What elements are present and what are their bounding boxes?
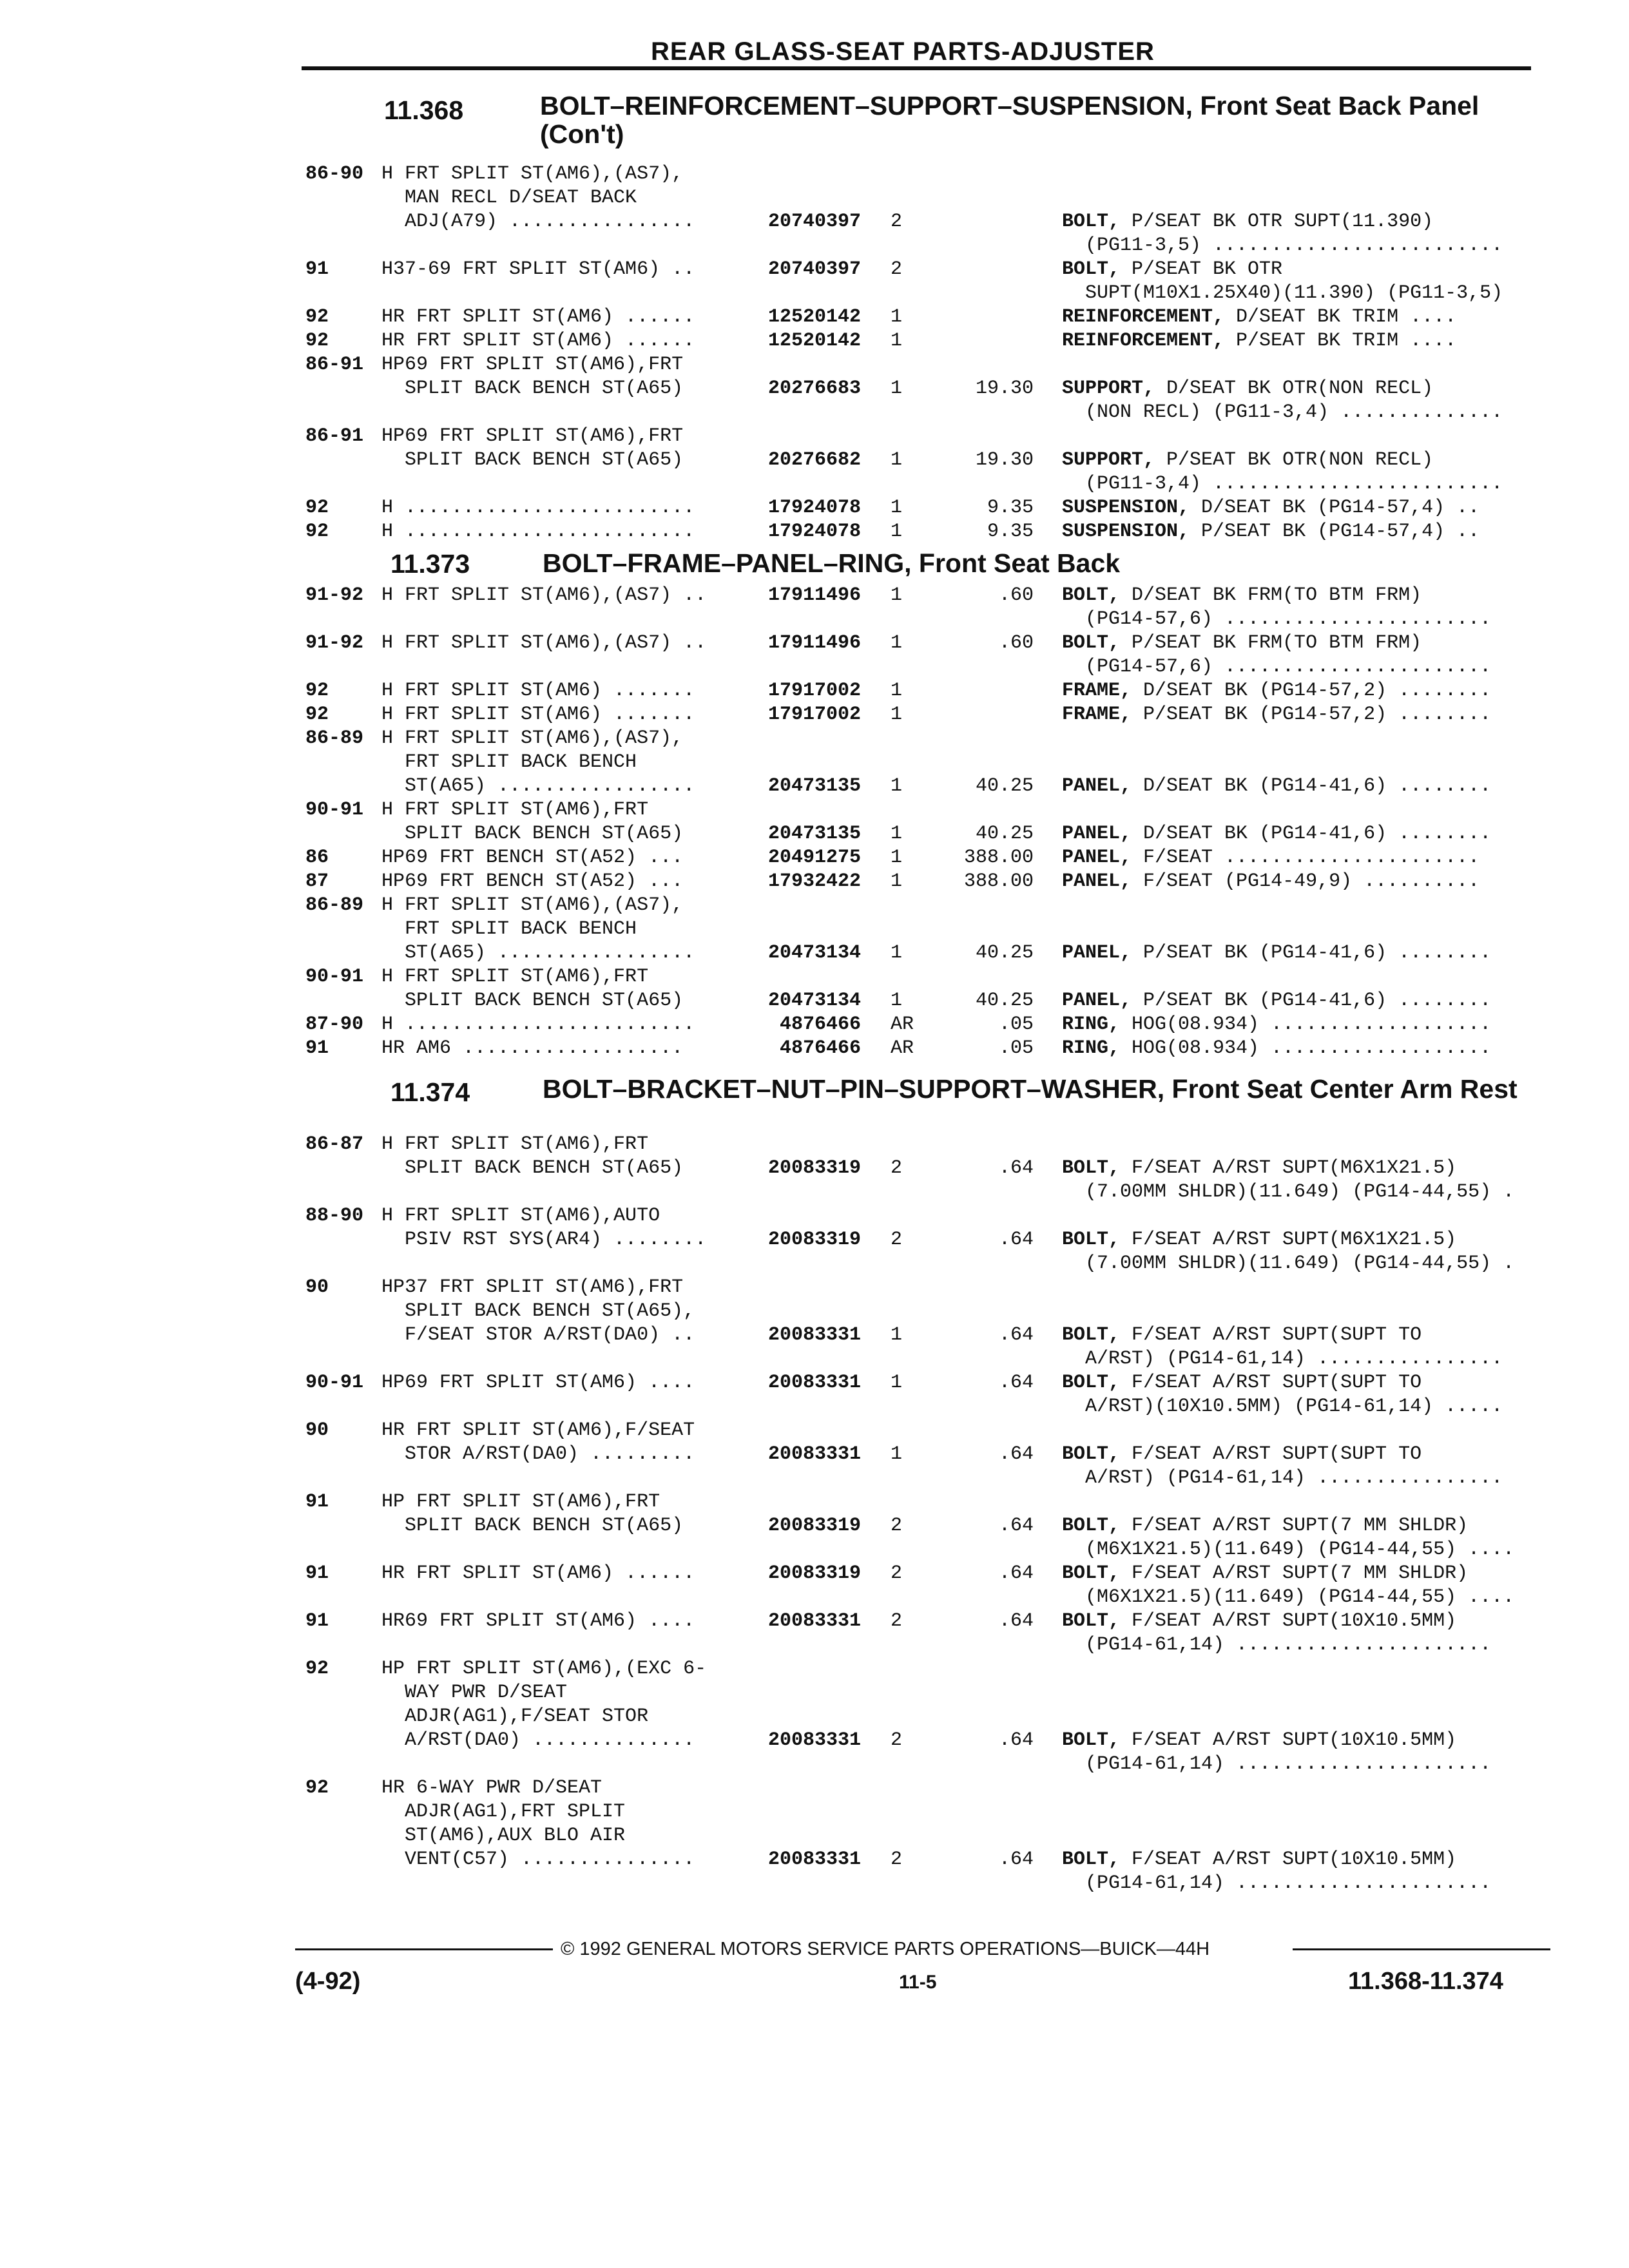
parts-line-model: H ......................... — [381, 497, 695, 519]
parts-line-part: 20276683 — [767, 378, 861, 399]
parts-line-model: HP69 FRT BENCH ST(A52) ... — [381, 847, 684, 869]
parts-line-part: 20083331 — [767, 1443, 861, 1465]
footer-date: (4-92) — [295, 1968, 361, 1995]
parts-line-model: HP69 FRT SPLIT ST(AM6),FRT — [381, 354, 684, 376]
parts-line-desc: BOLT, F/SEAT A/RST SUPT(7 MM SHLDR) — [1062, 1562, 1469, 1584]
parts-line-part: 20473135 — [767, 775, 861, 797]
parts-line-years: 92 — [305, 497, 329, 519]
parts-line-model: ST(AM6),AUX BLO AIR — [381, 1825, 626, 1847]
parts-line-price: 19.30 — [975, 449, 1034, 471]
parts-line-part: 17917002 — [767, 680, 861, 702]
parts-line-part: 17924078 — [767, 521, 861, 543]
parts-line-years: 86-89 — [305, 727, 364, 749]
parts-line-qty: 1 — [891, 1324, 903, 1346]
parts-line-qty: AR — [891, 1037, 914, 1059]
parts-line-desc: BOLT, F/SEAT A/RST SUPT(10X10.5MM) — [1062, 1849, 1457, 1870]
parts-line-desc: A/RST)(10X10.5MM) (PG14-61,14) ..... — [1062, 1396, 1503, 1418]
parts-line-years: 92 — [305, 330, 329, 352]
footer-copyright: © 1992 GENERAL MOTORS SERVICE PARTS OPERATIONS—BUICK—44H — [561, 1939, 1210, 1959]
parts-line-model: ST(A65) ................. — [381, 775, 695, 797]
parts-line-years: 86-90 — [305, 163, 364, 185]
parts-line-part: 4876466 — [779, 1014, 861, 1035]
parts-line-qty: 2 — [891, 258, 903, 280]
parts-line-qty: 2 — [891, 1157, 903, 1179]
parts-line-model: SPLIT BACK BENCH ST(A65) — [381, 823, 684, 845]
parts-line-part: 20473134 — [767, 942, 861, 964]
parts-line-part: 20491275 — [767, 847, 861, 869]
parts-line-desc: PANEL, P/SEAT BK (PG14-41,6) ........ — [1062, 990, 1492, 1012]
parts-line-desc: (7.00MM SHLDR)(11.649) (PG14-44,55) . — [1062, 1181, 1515, 1203]
parts-line-part: 20083319 — [767, 1157, 861, 1179]
parts-line-model: ADJ(A79) ................ — [381, 211, 695, 233]
parts-line-years: 90-91 — [305, 1372, 364, 1394]
parts-line-model: HR FRT SPLIT ST(AM6) ...... — [381, 306, 695, 328]
parts-line-desc: FRAME, D/SEAT BK (PG14-57,2) ........ — [1062, 680, 1492, 702]
parts-line-model: HR69 FRT SPLIT ST(AM6) .... — [381, 1610, 695, 1632]
parts-line-desc: BOLT, F/SEAT A/RST SUPT(10X10.5MM) — [1062, 1729, 1457, 1751]
section-number: 11.368 — [384, 95, 464, 125]
footer-section-range: 11.368-11.374 — [1348, 1968, 1503, 1995]
parts-line-price: .64 — [998, 1372, 1034, 1394]
parts-line-model: F/SEAT STOR A/RST(DA0) .. — [381, 1324, 695, 1346]
parts-line-price: .60 — [998, 632, 1034, 654]
parts-line-desc: SUPT(M10X1.25X40)(11.390) (PG11-3,5) — [1062, 282, 1503, 304]
parts-line-years: 86-91 — [305, 354, 364, 376]
parts-line-qty: 2 — [891, 1610, 903, 1632]
parts-line-desc: PANEL, F/SEAT (PG14-49,9) .......... — [1062, 870, 1480, 892]
parts-line-years: 86-91 — [305, 425, 364, 447]
parts-line-qty: 1 — [891, 1443, 903, 1465]
parts-line-years: 92 — [305, 521, 329, 543]
parts-line-qty: 1 — [891, 870, 903, 892]
section-number: 11.373 — [390, 549, 470, 579]
parts-line-years: 92 — [305, 704, 329, 726]
parts-line-qty: 2 — [891, 1849, 903, 1870]
parts-line-price: 19.30 — [975, 378, 1034, 399]
parts-line-desc: SUPPORT, D/SEAT BK OTR(NON RECL) — [1062, 378, 1434, 399]
parts-line-part: 17924078 — [767, 497, 861, 519]
parts-line-years: 91 — [305, 1562, 329, 1584]
section-title: BOLT–FRAME–PANEL–RING, Front Seat Back — [543, 548, 1121, 578]
parts-line-qty: 2 — [891, 211, 903, 233]
parts-line-qty: AR — [891, 1014, 914, 1035]
parts-line-qty: 1 — [891, 521, 903, 543]
parts-line-part: 17917002 — [767, 704, 861, 726]
parts-line-model: SPLIT BACK BENCH ST(A65), — [381, 1300, 695, 1322]
section-title: BOLT–BRACKET–NUT–PIN–SUPPORT–WASHER, Front Seat Center Arm Rest — [543, 1074, 1518, 1104]
footer-rule-right — [1293, 1948, 1550, 1950]
parts-line-model: HR AM6 ................... — [381, 1037, 684, 1059]
parts-line-part: 20473135 — [767, 823, 861, 845]
parts-line-qty: 1 — [891, 632, 903, 654]
parts-line-price: .64 — [998, 1849, 1034, 1870]
parts-line-qty: 2 — [891, 1515, 903, 1537]
parts-line-model: HP69 FRT BENCH ST(A52) ... — [381, 870, 684, 892]
parts-line-desc: PANEL, P/SEAT BK (PG14-41,6) ........ — [1062, 942, 1492, 964]
parts-line-desc: (PG11-3,4) ......................... — [1062, 473, 1503, 495]
parts-line-price: .64 — [998, 1610, 1034, 1632]
parts-line-price: 40.25 — [975, 775, 1034, 797]
parts-line-years: 92 — [305, 306, 329, 328]
parts-line-price: 9.35 — [987, 521, 1034, 543]
parts-line-model: H ......................... — [381, 521, 695, 543]
parts-line-price: .64 — [998, 1729, 1034, 1751]
parts-line-desc: BOLT, F/SEAT A/RST SUPT(SUPT TO — [1062, 1324, 1422, 1346]
parts-line-desc: (M6X1X21.5)(11.649) (PG14-44,55) .... — [1062, 1539, 1515, 1561]
parts-line-model: H FRT SPLIT ST(AM6) ....... — [381, 704, 695, 726]
parts-line-qty: 1 — [891, 584, 903, 606]
parts-line-part: 17932422 — [767, 870, 861, 892]
parts-line-qty: 1 — [891, 330, 903, 352]
parts-line-qty: 1 — [891, 704, 903, 726]
parts-line-model: SPLIT BACK BENCH ST(A65) — [381, 990, 684, 1012]
parts-line-price: .05 — [998, 1037, 1034, 1059]
parts-line-qty: 2 — [891, 1729, 903, 1751]
section-title: BOLT–REINFORCEMENT–SUPPORT–SUSPENSION, Front Seat Back Panel (Con't) — [540, 91, 1480, 149]
parts-line-model: H FRT SPLIT ST(AM6),FRT — [381, 1133, 649, 1155]
parts-line-years: 90-91 — [305, 799, 364, 821]
parts-line-model: HR FRT SPLIT ST(AM6) ...... — [381, 1562, 695, 1584]
parts-line-desc: SUSPENSION, P/SEAT BK (PG14-57,4) .. — [1062, 521, 1480, 543]
parts-line-part: 20740397 — [767, 258, 861, 280]
parts-line-model: H FRT SPLIT ST(AM6),(AS7) .. — [381, 584, 707, 606]
parts-line-model: HP69 FRT SPLIT ST(AM6),FRT — [381, 425, 684, 447]
parts-line-years: 91 — [305, 1491, 329, 1513]
parts-line-desc: BOLT, F/SEAT A/RST SUPT(10X10.5MM) — [1062, 1610, 1457, 1632]
parts-line-desc: PANEL, D/SEAT BK (PG14-41,6) ........ — [1062, 823, 1492, 845]
parts-line-desc: (7.00MM SHLDR)(11.649) (PG14-44,55) . — [1062, 1253, 1515, 1274]
parts-line-model: H FRT SPLIT ST(AM6),AUTO — [381, 1205, 660, 1227]
parts-line-part: 20083331 — [767, 1729, 861, 1751]
parts-line-desc: A/RST) (PG14-61,14) ................ — [1062, 1467, 1503, 1489]
parts-line-years: 87-90 — [305, 1014, 364, 1035]
parts-line-model: ADJR(AG1),F/SEAT STOR — [381, 1706, 649, 1727]
parts-line-desc: (M6X1X21.5)(11.649) (PG14-44,55) .... — [1062, 1586, 1515, 1608]
parts-line-model: SPLIT BACK BENCH ST(A65) — [381, 1515, 684, 1537]
parts-line-part: 20740397 — [767, 211, 861, 233]
parts-line-model: H FRT SPLIT ST(AM6),FRT — [381, 799, 649, 821]
parts-line-model: SPLIT BACK BENCH ST(A65) — [381, 1157, 684, 1179]
parts-line-years: 86-87 — [305, 1133, 364, 1155]
parts-line-desc: FRAME, P/SEAT BK (PG14-57,2) ........ — [1062, 704, 1492, 726]
footer-page-number: 11-5 — [899, 1972, 937, 1993]
parts-line-qty: 1 — [891, 378, 903, 399]
parts-line-model: H ......................... — [381, 1014, 695, 1035]
parts-line-model: H FRT SPLIT ST(AM6),FRT — [381, 966, 649, 988]
parts-line-price: .64 — [998, 1157, 1034, 1179]
parts-line-model: H FRT SPLIT ST(AM6),(AS7), — [381, 894, 684, 916]
parts-line-price: .64 — [998, 1324, 1034, 1346]
parts-line-part: 20083331 — [767, 1610, 861, 1632]
parts-line-desc: BOLT, P/SEAT BK OTR — [1062, 258, 1283, 280]
parts-line-model: HP69 FRT SPLIT ST(AM6) .... — [381, 1372, 695, 1394]
parts-line-desc: REINFORCEMENT, P/SEAT BK TRIM .... — [1062, 330, 1457, 352]
parts-line-model: WAY PWR D/SEAT — [381, 1682, 568, 1704]
parts-line-part: 12520142 — [767, 306, 861, 328]
parts-line-model: SPLIT BACK BENCH ST(A65) — [381, 449, 684, 471]
parts-line-model: A/RST(DA0) .............. — [381, 1729, 695, 1751]
parts-line-desc: (PG14-57,6) ....................... — [1062, 656, 1492, 678]
parts-line-model: HP FRT SPLIT ST(AM6),(EXC 6- — [381, 1658, 707, 1680]
parts-line-years: 86-89 — [305, 894, 364, 916]
parts-line-desc: (NON RECL) (PG11-3,4) .............. — [1062, 401, 1503, 423]
parts-line-part: 20083331 — [767, 1372, 861, 1394]
parts-line-years: 91-92 — [305, 632, 364, 654]
parts-line-model: STOR A/RST(DA0) ......... — [381, 1443, 695, 1465]
parts-line-model: VENT(C57) ............... — [381, 1849, 695, 1870]
parts-line-qty: 1 — [891, 1372, 903, 1394]
parts-line-model: HR FRT SPLIT ST(AM6) ...... — [381, 330, 695, 352]
parts-line-qty: 1 — [891, 497, 903, 519]
parts-line-price: 388.00 — [963, 870, 1034, 892]
parts-line-desc: (PG14-57,6) ....................... — [1062, 608, 1492, 630]
parts-line-price: .64 — [998, 1443, 1034, 1465]
parts-line-qty: 1 — [891, 847, 903, 869]
parts-line-price: 40.25 — [975, 990, 1034, 1012]
parts-line-qty: 2 — [891, 1229, 903, 1251]
parts-line-price: 40.25 — [975, 942, 1034, 964]
parts-line-years: 90-91 — [305, 966, 364, 988]
parts-line-desc: (PG11-3,5) ......................... — [1062, 235, 1503, 256]
parts-line-model: HP37 FRT SPLIT ST(AM6),FRT — [381, 1276, 684, 1298]
parts-line-part: 20083331 — [767, 1849, 861, 1870]
parts-line-model: H FRT SPLIT ST(AM6),(AS7), — [381, 163, 684, 185]
parts-line-model: PSIV RST SYS(AR4) ........ — [381, 1229, 707, 1251]
parts-line-years: 88-90 — [305, 1205, 364, 1227]
parts-line-model: SPLIT BACK BENCH ST(A65) — [381, 378, 684, 399]
parts-line-part: 20083319 — [767, 1229, 861, 1251]
parts-line-price: .64 — [998, 1515, 1034, 1537]
parts-line-qty: 1 — [891, 823, 903, 845]
parts-line-desc: BOLT, P/SEAT BK FRM(TO BTM FRM) — [1062, 632, 1422, 654]
parts-line-desc: (PG14-61,14) ...................... — [1062, 1872, 1492, 1894]
parts-line-model: HP FRT SPLIT ST(AM6),FRT — [381, 1491, 660, 1513]
parts-line-years: 91-92 — [305, 584, 364, 606]
parts-line-model: HR 6-WAY PWR D/SEAT — [381, 1777, 602, 1799]
parts-line-part: 17911496 — [767, 632, 861, 654]
parts-line-desc: RING, HOG(08.934) ................... — [1062, 1037, 1492, 1059]
parts-line-model: H37-69 FRT SPLIT ST(AM6) .. — [381, 258, 695, 280]
parts-line-years: 91 — [305, 258, 329, 280]
parts-line-years: 91 — [305, 1037, 329, 1059]
parts-line-price: .64 — [998, 1229, 1034, 1251]
parts-line-desc: PANEL, F/SEAT ...................... — [1062, 847, 1480, 869]
parts-line-qty: 1 — [891, 680, 903, 702]
parts-line-part: 17911496 — [767, 584, 861, 606]
parts-line-price: .60 — [998, 584, 1034, 606]
parts-line-years: 92 — [305, 1658, 329, 1680]
parts-line-desc: A/RST) (PG14-61,14) ................ — [1062, 1348, 1503, 1370]
parts-line-model: FRT SPLIT BACK BENCH — [381, 918, 637, 940]
parts-line-model: ADJR(AG1),FRT SPLIT — [381, 1801, 626, 1823]
parts-line-years: 92 — [305, 680, 329, 702]
section-number: 11.374 — [390, 1077, 470, 1107]
parts-line-qty: 2 — [891, 1562, 903, 1584]
parts-line-qty: 1 — [891, 306, 903, 328]
parts-line-desc: BOLT, F/SEAT A/RST SUPT(SUPT TO — [1062, 1443, 1422, 1465]
parts-line-part: 4876466 — [779, 1037, 861, 1059]
parts-line-qty: 1 — [891, 942, 903, 964]
parts-line-model: H FRT SPLIT ST(AM6),(AS7) .. — [381, 632, 707, 654]
parts-line-part: 12520142 — [767, 330, 861, 352]
parts-line-years: 91 — [305, 1610, 329, 1632]
parts-line-desc: BOLT, F/SEAT A/RST SUPT(SUPT TO — [1062, 1372, 1422, 1394]
parts-line-model: H FRT SPLIT ST(AM6) ....... — [381, 680, 695, 702]
parts-line-years: 90 — [305, 1419, 329, 1441]
parts-line-desc: BOLT, F/SEAT A/RST SUPT(M6X1X21.5) — [1062, 1229, 1457, 1251]
parts-line-qty: 1 — [891, 449, 903, 471]
parts-line-desc: BOLT, D/SEAT BK FRM(TO BTM FRM) — [1062, 584, 1422, 606]
parts-line-price: 9.35 — [987, 497, 1034, 519]
footer-rule-left — [295, 1948, 553, 1950]
header-rule — [302, 66, 1531, 70]
parts-line-years: 92 — [305, 1777, 329, 1799]
page-header-title: REAR GLASS-SEAT PARTS-ADJUSTER — [651, 37, 1155, 66]
parts-line-model: H FRT SPLIT ST(AM6),(AS7), — [381, 727, 684, 749]
parts-line-price: 40.25 — [975, 823, 1034, 845]
parts-line-part: 20083331 — [767, 1324, 861, 1346]
parts-line-years: 90 — [305, 1276, 329, 1298]
parts-line-part: 20083319 — [767, 1562, 861, 1584]
parts-line-desc: BOLT, F/SEAT A/RST SUPT(7 MM SHLDR) — [1062, 1515, 1469, 1537]
parts-line-price: .05 — [998, 1014, 1034, 1035]
parts-line-desc: PANEL, D/SEAT BK (PG14-41,6) ........ — [1062, 775, 1492, 797]
parts-line-model: ST(A65) ................. — [381, 942, 695, 964]
parts-line-price: .64 — [998, 1562, 1034, 1584]
parts-line-years: 87 — [305, 870, 329, 892]
parts-line-desc: RING, HOG(08.934) ................... — [1062, 1014, 1492, 1035]
parts-line-desc: BOLT, P/SEAT BK OTR SUPT(11.390) — [1062, 211, 1434, 233]
parts-line-model: HR FRT SPLIT ST(AM6),F/SEAT — [381, 1419, 695, 1441]
parts-line-part: 20473134 — [767, 990, 861, 1012]
parts-line-desc: BOLT, F/SEAT A/RST SUPT(M6X1X21.5) — [1062, 1157, 1457, 1179]
parts-line-desc: SUSPENSION, D/SEAT BK (PG14-57,4) .. — [1062, 497, 1480, 519]
parts-line-desc: (PG14-61,14) ...................... — [1062, 1634, 1492, 1656]
parts-line-qty: 1 — [891, 990, 903, 1012]
parts-line-model: FRT SPLIT BACK BENCH — [381, 751, 637, 773]
parts-line-part: 20276682 — [767, 449, 861, 471]
parts-line-qty: 1 — [891, 775, 903, 797]
parts-line-desc: SUPPORT, P/SEAT BK OTR(NON RECL) — [1062, 449, 1434, 471]
parts-line-desc: REINFORCEMENT, D/SEAT BK TRIM .... — [1062, 306, 1457, 328]
parts-line-model: MAN RECL D/SEAT BACK — [381, 187, 637, 209]
parts-line-years: 86 — [305, 847, 329, 869]
parts-line-price: 388.00 — [963, 847, 1034, 869]
parts-line-part: 20083319 — [767, 1515, 861, 1537]
parts-line-desc: (PG14-61,14) ...................... — [1062, 1753, 1492, 1775]
